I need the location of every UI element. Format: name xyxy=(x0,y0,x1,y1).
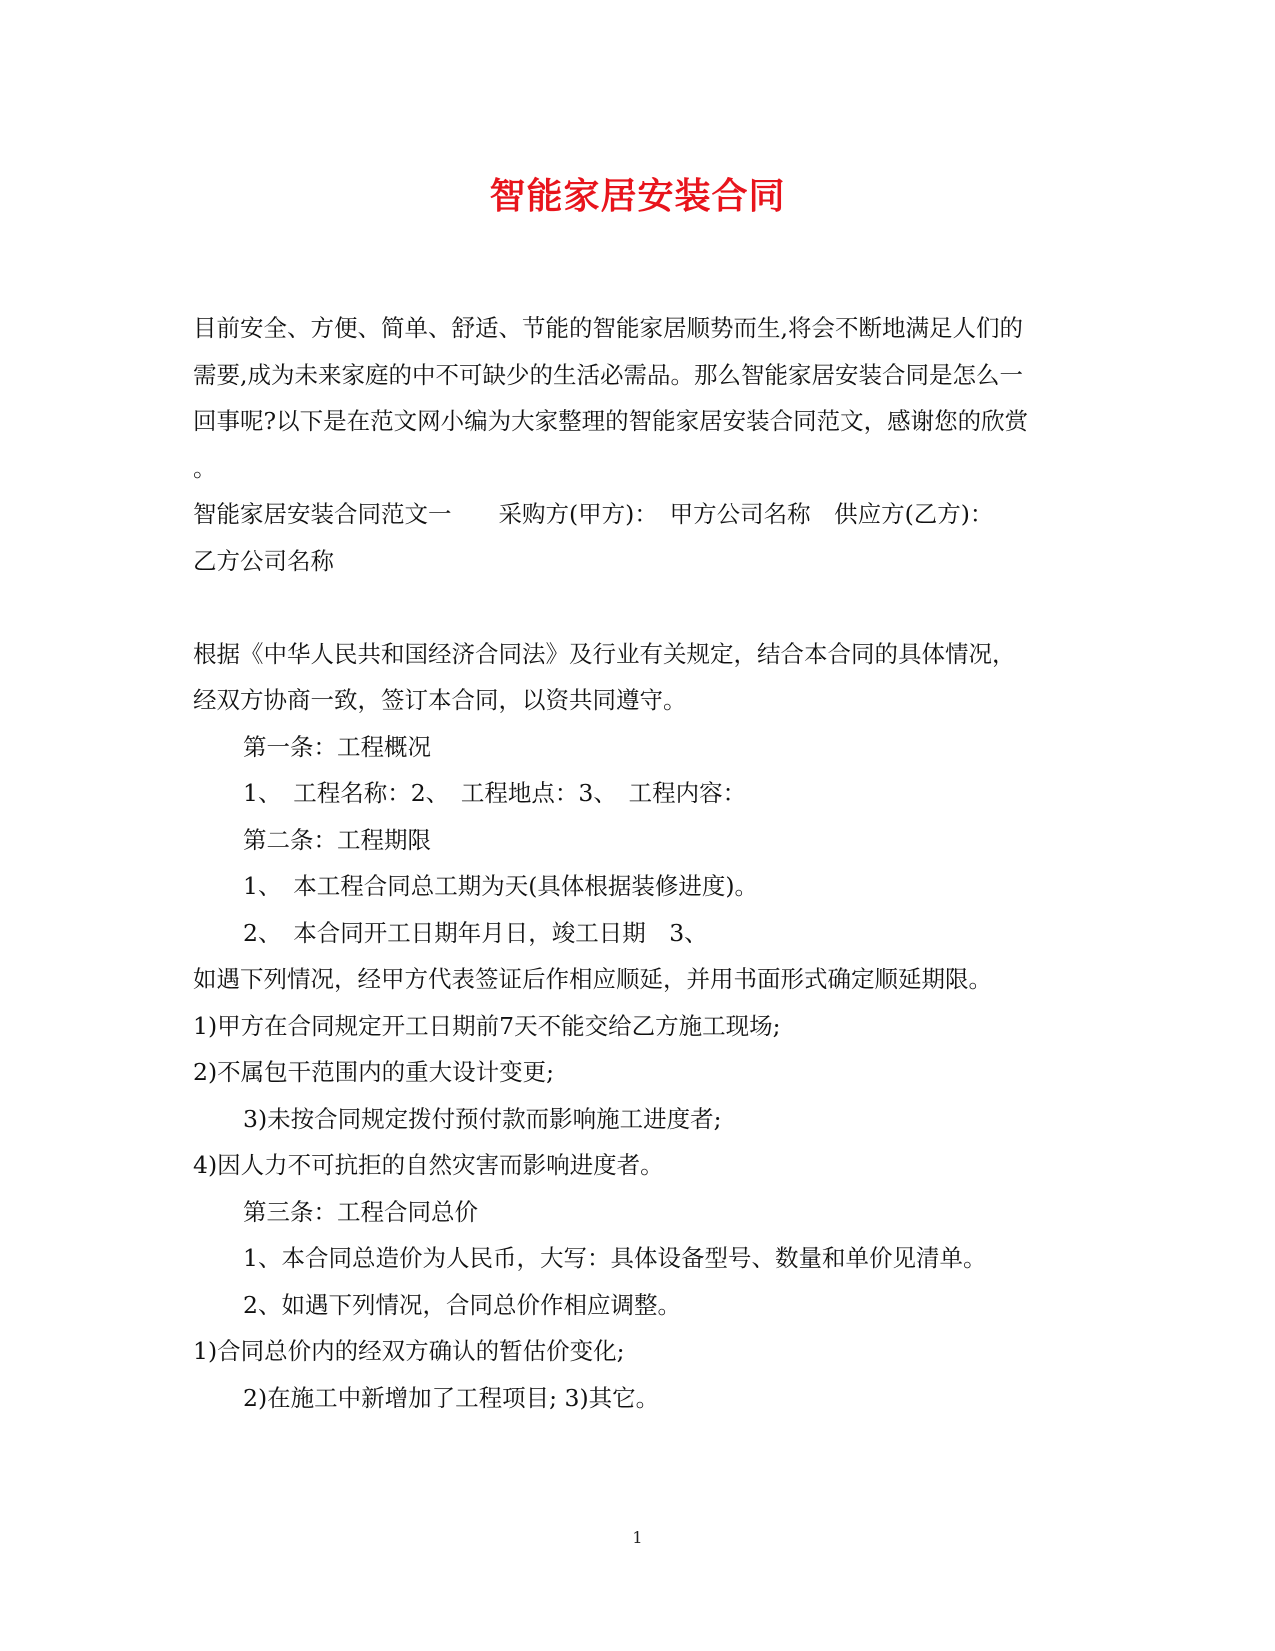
body-line: 4)因人力不可抗拒的自然灾害而影响进度者。 xyxy=(193,1151,664,1179)
body-line: 2)不属包干范围内的重大设计变更; xyxy=(193,1058,555,1086)
body-line: 根据《中华人民共和国经济合同法》及行业有关规定，结合本合同的具体情况， xyxy=(193,640,1016,668)
body-line: 目前安全、方便、简单、舒适、节能的智能家居顺势而生,将会不断地满足人们的 xyxy=(193,314,1023,342)
body-line: 1、本合同总造价为人民币，大写：具体设备型号、数量和单价见清单。 xyxy=(243,1244,987,1272)
page-number: 1 xyxy=(632,1528,643,1547)
section-heading: 第三条：工程合同总价 xyxy=(243,1198,478,1226)
body-line: 1、 工程名称：2、 工程地点：3、 工程内容： xyxy=(243,779,747,807)
body-line: 3)未按合同规定拨付预付款而影响施工进度者; xyxy=(243,1105,722,1133)
body-line: 经双方协商一致，签订本合同，以资共同遵守。 xyxy=(193,686,687,714)
body-line: 2、如遇下列情况，合同总价作相应调整。 xyxy=(243,1291,681,1319)
body-line: 回事呢?以下是在范文网小编为大家整理的智能家居安装合同范文，感谢您的欣赏 xyxy=(193,407,1029,435)
body-line: 智能家居安装合同范文一 采购方(甲方)： 甲方公司名称 供应方(乙方)： xyxy=(193,500,994,528)
body-line: 如遇下列情况，经甲方代表签证后作相应顺延，并用书面形式确定顺延期限。 xyxy=(193,965,992,993)
body-line: 2、 本合同开工日期年月日，竣工日期 3、 xyxy=(243,919,708,947)
body-line: 乙方公司名称 xyxy=(193,547,334,575)
document-title: 智能家居安装合同 xyxy=(489,175,786,217)
section-heading: 第一条：工程概况 xyxy=(243,733,431,761)
body-line: 需要,成为未来家庭的中不可缺少的生活必需品。那么智能家居安装合同是怎么一 xyxy=(193,361,1023,389)
body-line: 1、 本工程合同总工期为天(具体根据装修进度)。 xyxy=(243,872,759,900)
body-line: 。 xyxy=(193,454,217,482)
body-line: 1)合同总价内的经双方确认的暂估价变化; xyxy=(193,1337,625,1365)
body-line: 2)在施工中新增加了工程项目; 3)其它。 xyxy=(243,1384,660,1412)
section-heading: 第二条：工程期限 xyxy=(243,826,431,854)
body-line: 1)甲方在合同规定开工日期前7天不能交给乙方施工现场; xyxy=(193,1012,781,1040)
